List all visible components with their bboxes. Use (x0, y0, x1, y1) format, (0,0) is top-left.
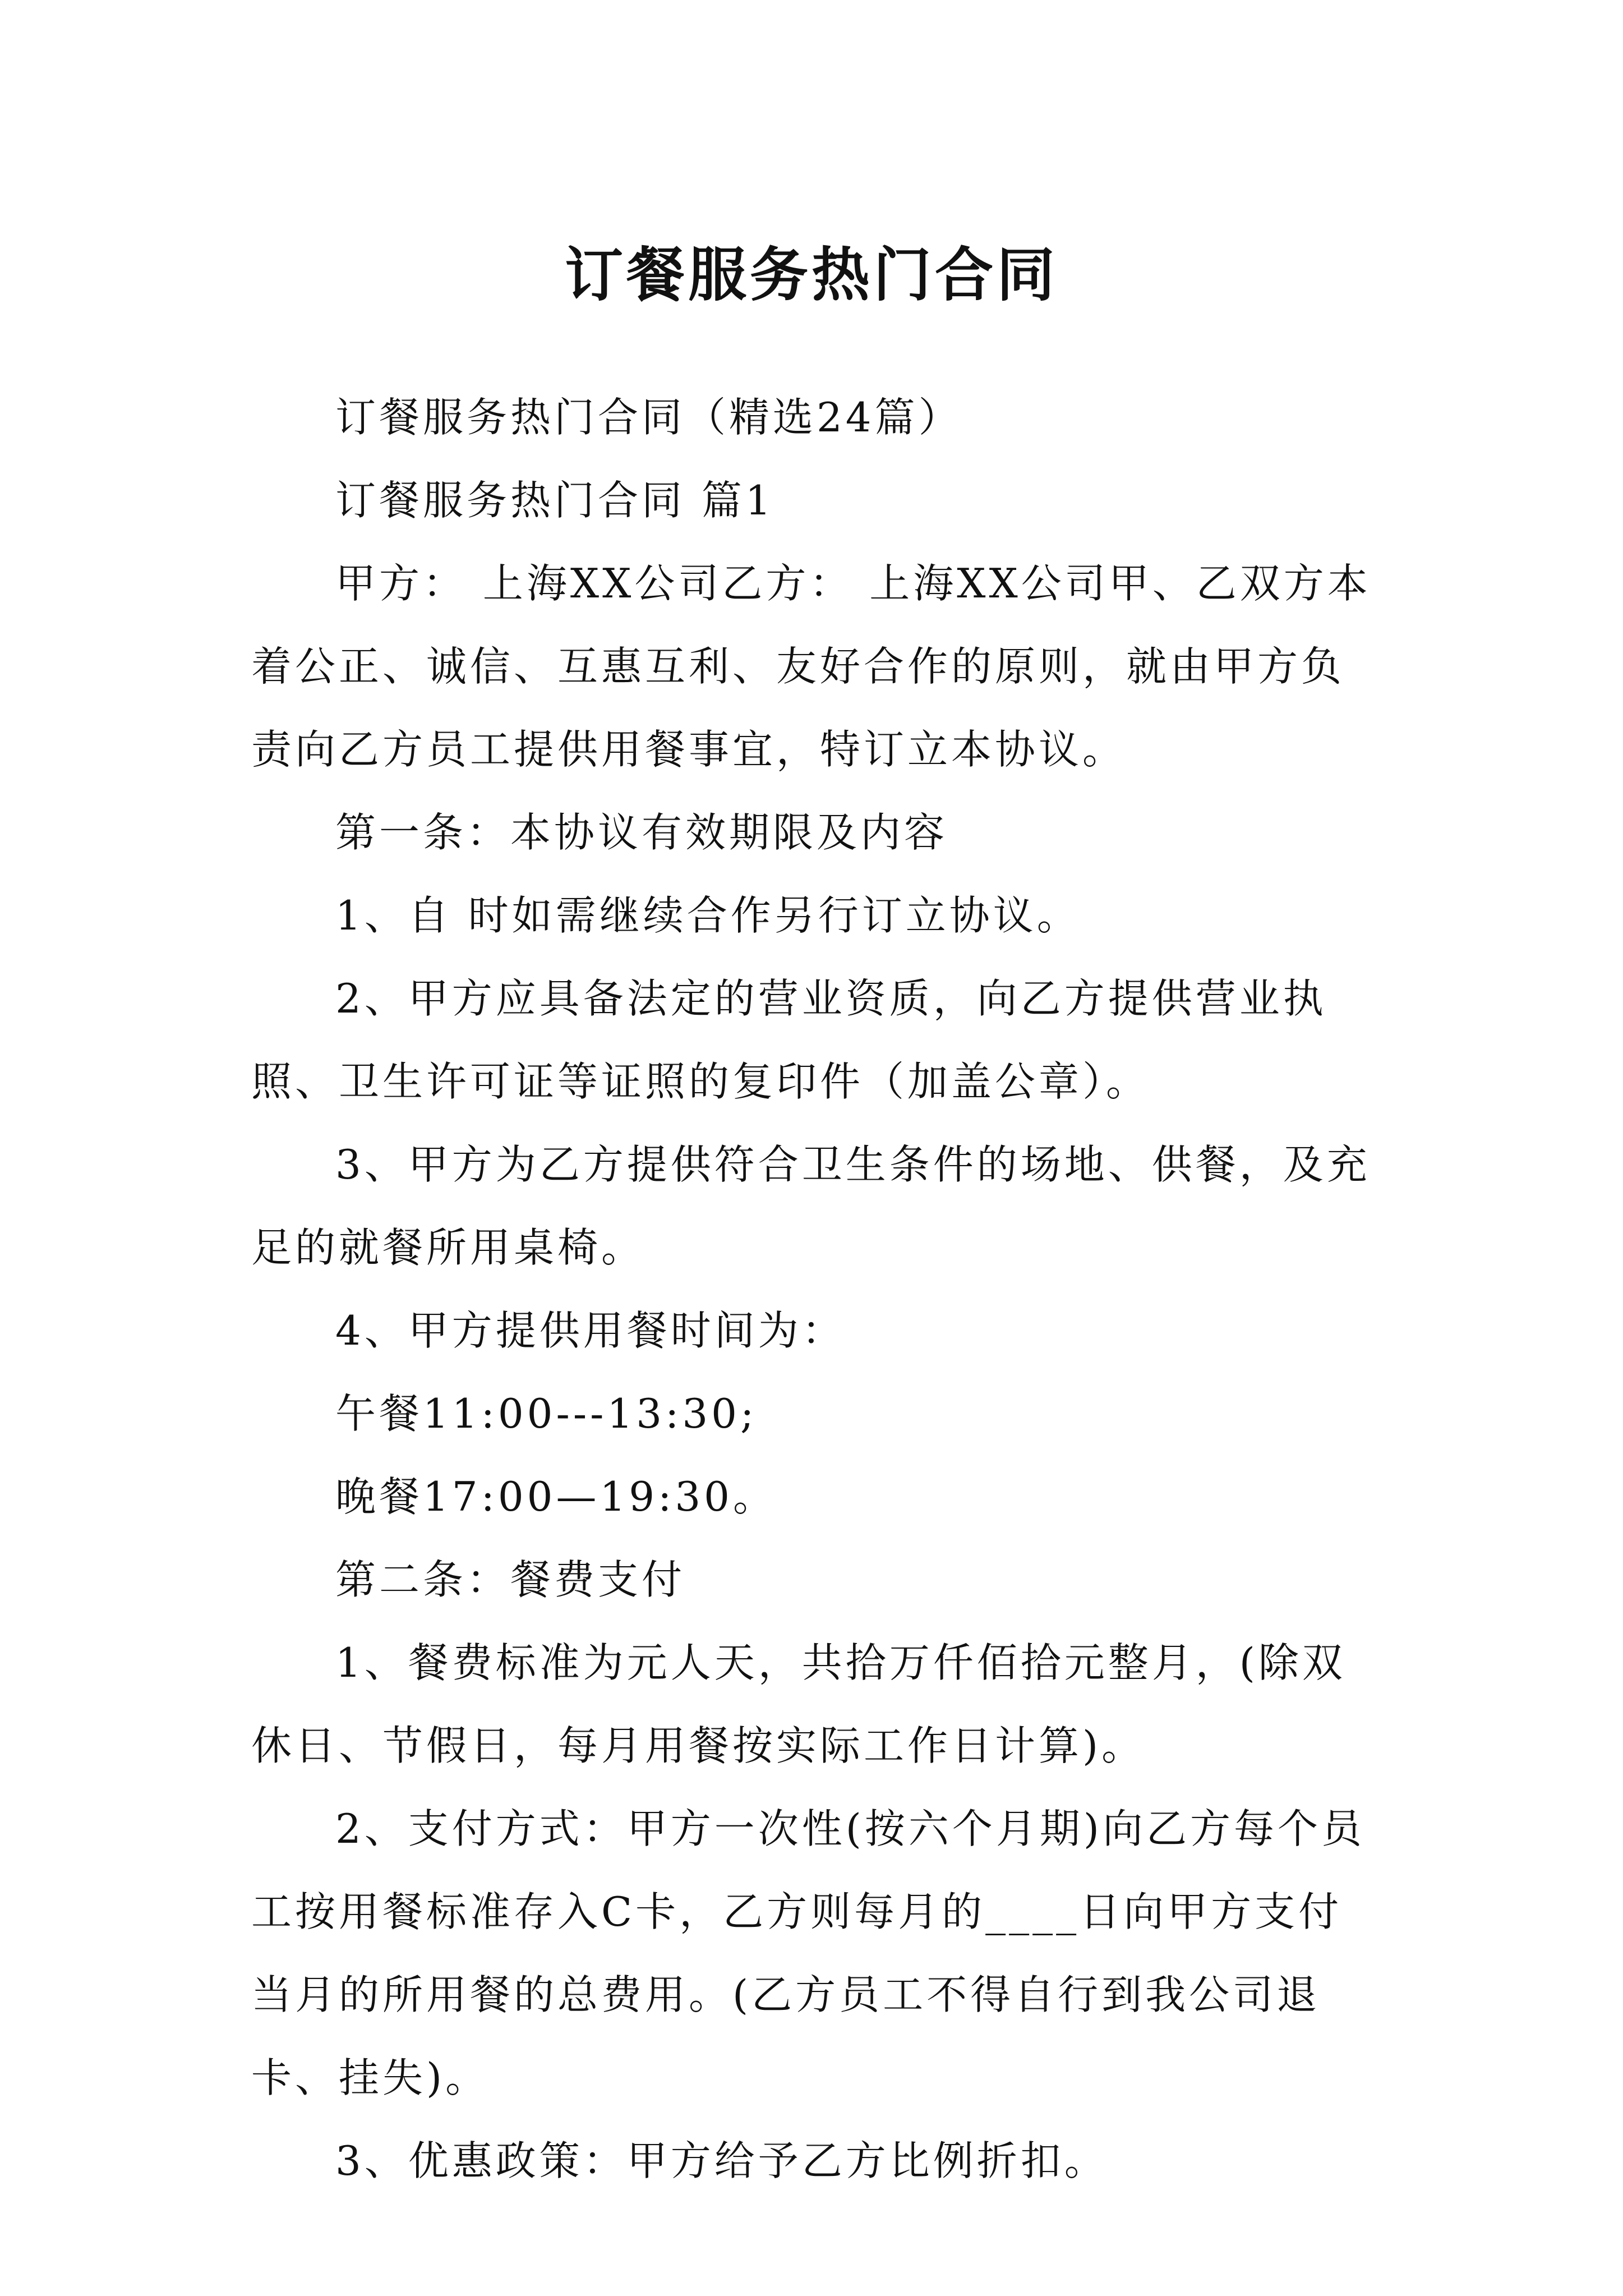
paragraph-parties: 甲方： 上海XX公司乙方： 上海XX公司甲、乙双方本着公正、诚信、互惠互利、友好合作的原则，就由甲方负责向乙方员工提供用餐事宜，特订立本协议。 (251, 560, 1371, 773)
paragraph-clause-1-item-4: 4、甲方提供用餐时间为： (335, 1307, 846, 1354)
paragraph-article-heading: 订餐服务热门合同 篇1 (335, 477, 774, 524)
paragraph-clause-2-item-2: 2、支付方式：甲方一次性(按六个月期)向乙方每个员工按用餐标准存入C卡，乙方则每月的____日向甲方支付当月的所用餐的总费用。(乙方员工不得自行到我公司退卡、挂失)。 (251, 1805, 1365, 2101)
paragraph-dinner-time: 晚餐17:00—19:30。 (335, 1473, 777, 1520)
paragraph-clause-1-item-1: 1、自 时如需继续合作另行订立协议。 (335, 892, 1081, 939)
document-title: 订餐服务热门合同 (564, 240, 1058, 309)
paragraph-clause-2-heading: 第二条：餐费支付 (335, 1556, 686, 1603)
paragraph-clause-1-item-2: 2、甲方应具备法定的营业资质，向乙方提供营业执照、卫生许可证等证照的复印件（加盖公章）。 (251, 975, 1327, 1105)
paragraph-clause-2-item-3: 3、优惠政策：甲方给予乙方比例折扣。 (335, 2137, 1108, 2184)
document-body (251, 376, 1384, 2202)
paragraph-lunch-time: 午餐11:00---13:30; (335, 1390, 758, 1437)
paragraph-clause-1-item-3: 3、甲方为乙方提供符合卫生条件的场地、供餐，及充足的就餐所用桌椅。 (251, 1141, 1371, 1271)
paragraph-collection-title: 订餐服务热门合同（精选24篇） (335, 394, 962, 441)
paragraph-clause-2-item-1: 1、餐费标准为元人天，共拾万仟佰拾元整月，(除双休日、节假日，每月用餐按实际工作日计算)。 (251, 1639, 1346, 1769)
paragraph-clause-1-heading: 第一条：本协议有效期限及内容 (335, 809, 948, 856)
